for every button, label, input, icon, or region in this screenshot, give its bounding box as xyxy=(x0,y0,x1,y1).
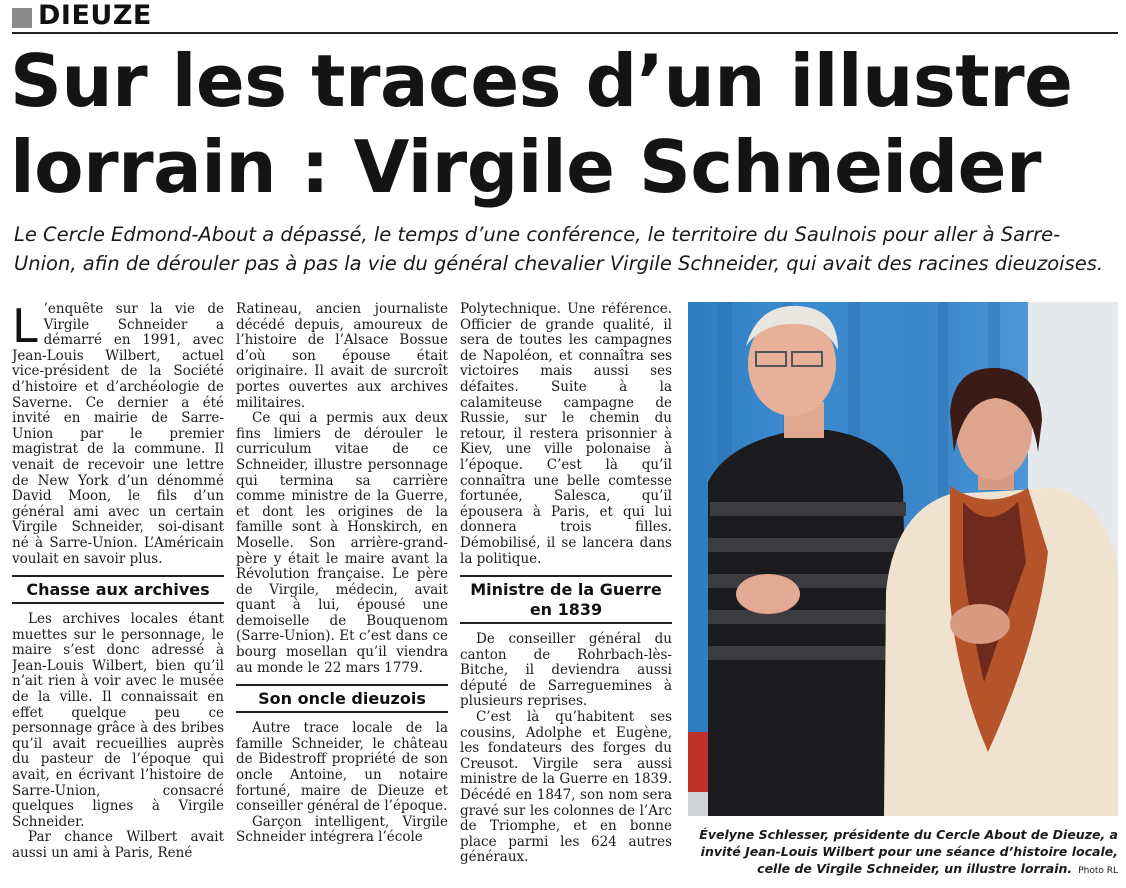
drop-cap: L xyxy=(12,302,38,353)
paragraph-text: ’enquête sur la vie de Virgile Schneider a démarré en 1991, avec Jean-Louis Wilbert, actuel vice-président de la Société d’histoire et d’archéologie de Saverne. Ce dernier a été invité en mairie de Sarre-Union par le premier magistrat de la commune. Il venait de recevoir une lettre de New York d’un dénommé David Moon, le fils d’un général ami avec un certain Virgile Schneider, soi-disant né à Sarre-Union. L’Américain voulait en savoir plus. xyxy=(12,302,224,567)
caption-text: Évelyne Schlesser, présidente du Cercle About de Dieuze, a invité Jean-Louis Wilbert pour une séance d’histoire locale, celle de Virgile Schneider, un illustre lorrain. xyxy=(699,827,1118,876)
paragraph: Autre trace locale de la famille Schneider, le château de Bidestroff propriété de son oncle Antoine, un notaire fortuné, maire de Dieuze et conseiller général de l’époque. xyxy=(236,720,448,815)
headline-line-2: lorrain : Virgile Schneider xyxy=(10,125,1041,209)
intertitle-line-1: Ministre de la Guerre xyxy=(470,580,662,600)
paragraph: Ce qui a permis aux deux fins limiers de dérouler le curriculum vitae de ce Schneider, illustre personnage qui termina sa carrière comme ministre de la Guerre, et dont les origines de la famille sont à Honskirch, en Moselle. Son arrière-grand-père y était le maire avant la Révolution française. Le père de Virgile, médecin, avait quant à lui, épousé une demoiselle de Bouquenom (Sarre-Union). Et c’est dans ce bourg mosellan qu’il viendra au monde le 22 mars 1779. xyxy=(236,410,448,676)
paragraph: Polytechnique. Une référence. Officier de grande qualité, il sera de toutes les campagnes de Napoléon, et connaîtra ses victoires mais aussi ses défaites. Suite à la calamiteuse campagne de Russie, sur le chemin du retour, il restera prisonnier à Kiev, une ville polonaise à l’époque. C’est là qu’il connaîtra une belle comtesse fortunée, Salesca, qu’il épousera à Paris, et qui lui donnera trois filles. Démobilisé, il se lancera dans la politique. xyxy=(460,302,672,567)
paragraph: De conseiller général du canton de Rohrbach-lès-Bitche, il deviendra aussi député de Sarreguemines à plusieurs reprises. xyxy=(460,631,672,710)
article-column-3 xyxy=(460,302,672,882)
article-column-1 xyxy=(12,302,224,882)
article-column-2 xyxy=(236,302,448,882)
paragraph xyxy=(12,302,224,567)
paragraph: Par chance Wilbert avait aussi un ami à Paris, René xyxy=(12,829,224,861)
intertitle-chasse-aux-archives: Chasse aux archives xyxy=(12,575,224,604)
intertitle-son-oncle-dieuzois: Son oncle dieuzois xyxy=(236,684,448,713)
paragraph: Ratineau, ancien journaliste décédé depuis, amoureux de l’histoire de l’Alsace Bossue d’où son épouse était originaire. Il avait de surcroît portes ouvertes aux archives militaires. xyxy=(236,302,448,411)
man-figure xyxy=(708,306,910,816)
photo-credit: Photo RL xyxy=(1078,866,1118,876)
headline-line-1: Sur les traces d’un illustre xyxy=(10,39,1073,123)
section-rubric xyxy=(12,2,1118,34)
article-photo xyxy=(688,302,1118,816)
photo-illustration xyxy=(688,302,1118,816)
standfirst: Le Cercle Edmond-About a dépassé, le temps d’une conférence, le territoire du Saulnois pour aller à Sarre-Union, afin de dérouler pas à pas la vie du général chevalier Virgile Schneider, qui avait des racines dieuzoises. xyxy=(14,223,1104,275)
rubric-square-icon xyxy=(12,8,32,28)
intertitle-ministre-de-la-guerre xyxy=(460,575,672,624)
intertitle-line-2: en 1839 xyxy=(529,600,603,620)
headline xyxy=(10,38,1120,210)
photo-caption xyxy=(690,826,1118,880)
paragraph: Garçon intelligent, Virgile Schneider intégrera l’école xyxy=(236,813,448,846)
paragraph: Les archives locales étant muettes sur le personnage, le maire s’est donc adressé à Jean-Louis Wilbert, bien qu’il n’ait rien à voir avec le musée de la ville. Il connaissait en effet quelque peu ce personnage grâce à des bribes qu’il avait recueillies auprès du pasteur de l’époque qui avait, en écrivant l’histoire de Sarre-Union, consacré quelques lignes à Virgile Schneider. xyxy=(12,611,224,830)
paragraph: C’est là qu’habitent ses cousins, Adolphe et Eugène, les fondateurs des forges du Creusot. Virgile sera aussi ministre de la Guerre en 1839. Décédé en 1847, son nom sera gravé sur les colonnes de l’Arc de Triomphe, et en bonne place parmi les 624 autres généraux. xyxy=(460,709,672,866)
woman-figure xyxy=(884,368,1118,816)
rubric-title: DIEUZE xyxy=(38,0,152,31)
